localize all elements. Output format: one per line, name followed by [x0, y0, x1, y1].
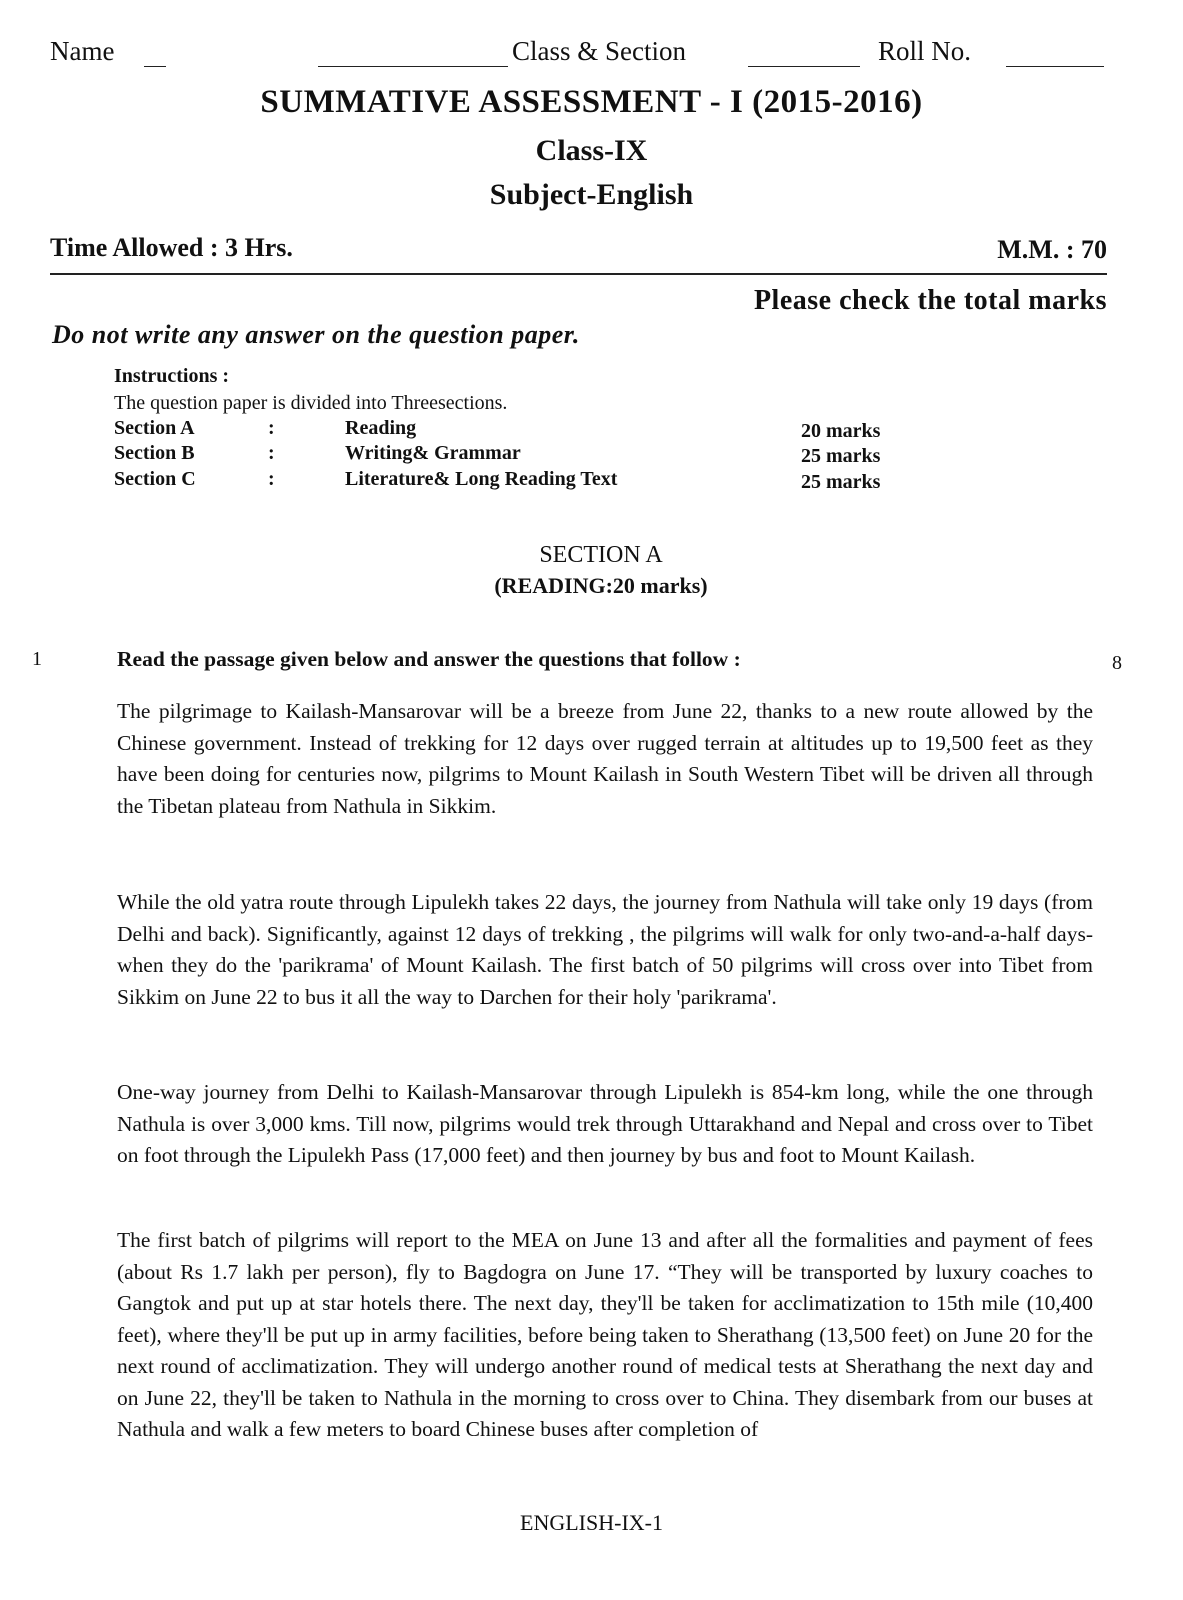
roll-blank [1006, 66, 1104, 67]
section-row-marks: 25 marks [801, 445, 881, 467]
do-not-write-note: Do not write any answer on the question paper. [52, 320, 580, 349]
subject-line: Subject-English [489, 178, 694, 211]
instructions-heading: Instructions : [114, 365, 230, 387]
name-label: Name [50, 36, 115, 66]
time-allowed: Time Allowed : 3 Hrs. [50, 233, 293, 262]
passage-paragraph: One-way journey from Delhi to Kailash-Mansarovar through Lipulekh is 854-km long, while the one through Nathula is over 3,000 kms. Till now, pilgrims would trek through Uttarakhand and Nepal and cross over to Tibet on foot through the Lipulekh Pass (17,000 feet) and then journey by bus and foot to Mount Kailash. [117, 1080, 1093, 1167]
question-number: 1 [32, 648, 42, 670]
class-section-blank [748, 66, 860, 67]
roll-label: Roll No. [878, 36, 972, 66]
passage-paragraph: The first batch of pilgrims will report to the MEA on June 13 and after all the formalities and payment of fees (about Rs 1.7 lakh per person), fly to Bagdogra on June 17. “They will be transported by luxury coaches to Gangtok and put up at star hotels there. The next day, they'll be taken for acclimatization to 15th mile (10,400 feet), where they'll be put up in army facilities, before being taken to Sherathang (13,500 feet) on June 20 for the next round of acclimatization. They will undergo another round of medical tests at Sherathang the next day and on June 22, they'll be taken to Nathula in the morning to cross over to China. They disembark from our buses at Nathula and walk a few meters to board Chinese buses after completion of [117, 1228, 1093, 1441]
name-blank [318, 66, 508, 67]
check-marks-note: Please check the total marks [753, 285, 1107, 316]
page-title: SUMMATIVE ASSESSMENT - I (2015-2016) [260, 84, 923, 120]
name-blank-short [144, 66, 166, 67]
max-marks: M.M. : 70 [997, 235, 1107, 264]
question-marks: 8 [1112, 652, 1122, 674]
passage-paragraph: While the old yatra route through Lipulekh takes 22 days, the journey from Nathula will take only 19 days (from Delhi and back). Significantly, against 12 days of trekking , the pilgrims will walk for only two-and-a-half days-when they do the 'parikrama' of Mount Kailash. The first batch of 50 pilgrims will cross over into Tibet from Sikkim on June 22 to bus it all the way to Darchen for their holy 'parikrama'. [117, 890, 1093, 1009]
section-row-sep: : [268, 417, 275, 439]
section-row-marks: 20 marks [801, 420, 881, 442]
section-row-topic: Writing& Grammar [345, 442, 521, 464]
question-text: Read the passage given below and answer the questions that follow : [117, 647, 741, 671]
section-row-marks: 25 marks [801, 471, 881, 493]
class-line: Class-IX [535, 134, 648, 167]
section-row-sep: : [268, 468, 275, 490]
section-row-name: Section B [114, 442, 195, 464]
section-row-name: Section C [114, 468, 196, 490]
passage-paragraph: The pilgrimage to Kailash-Mansarovar will be a breeze from June 22, thanks to a new route allowed by the Chinese government. Instead of trekking for 12 days over rugged terrain at altitudes up to 19,500 feet as they have been doing for centuries now, pilgrims to Mount Kailash in South Western Tibet will be driven all through the Tibetan plateau from Nathula in Sikkim. [117, 699, 1093, 818]
section-row-topic: Literature& Long Reading Text [345, 468, 618, 490]
section-row-name: Section A [114, 417, 195, 439]
section-a-title: SECTION A [539, 542, 663, 568]
class-section-label: Class & Section [512, 36, 686, 66]
page-footer: ENGLISH-IX-1 [520, 1510, 663, 1535]
section-row-topic: Reading [345, 417, 417, 439]
section-a-subtitle: (READING:20 marks) [494, 573, 708, 598]
header-rule [50, 273, 1107, 275]
section-row-sep: : [268, 442, 275, 464]
instructions-intro: The question paper is divided into Threesections. [114, 392, 508, 414]
